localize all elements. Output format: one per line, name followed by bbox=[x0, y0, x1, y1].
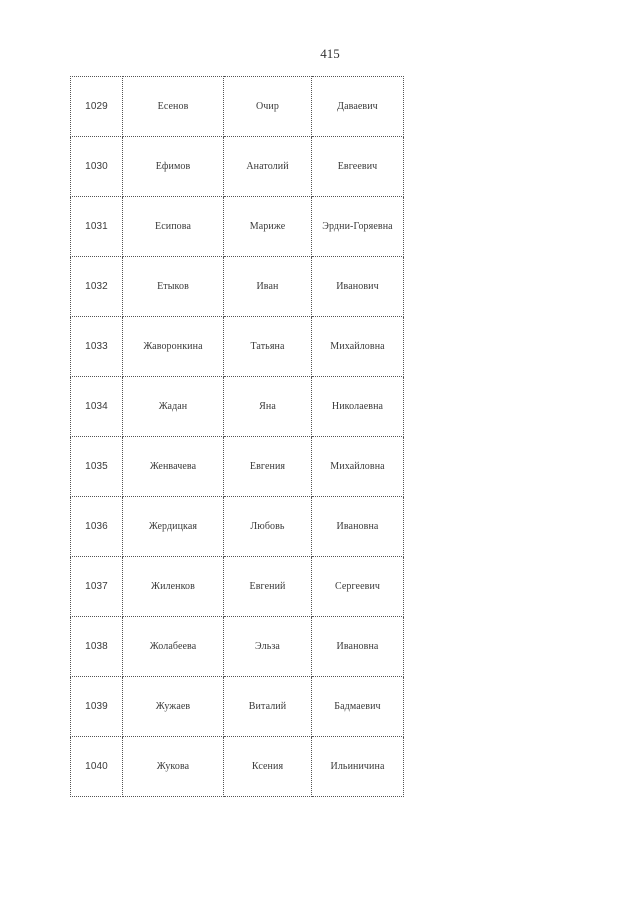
patronymic-cell: Сергеевич bbox=[312, 557, 404, 617]
row-number: 1031 bbox=[71, 197, 123, 257]
table-row bbox=[71, 257, 404, 317]
surname-cell: Жиленков bbox=[123, 557, 224, 617]
table-row bbox=[71, 677, 404, 737]
surname-cell: Женвачева bbox=[123, 437, 224, 497]
table-row bbox=[71, 77, 404, 137]
name-cell: Евгения bbox=[224, 437, 312, 497]
table-row bbox=[71, 197, 404, 257]
patronymic-cell: Евгеевич bbox=[312, 137, 404, 197]
row-number: 1040 bbox=[71, 737, 123, 797]
name-cell: Любовь bbox=[224, 497, 312, 557]
row-number: 1032 bbox=[71, 257, 123, 317]
patronymic-cell: Иванович bbox=[312, 257, 404, 317]
name-cell: Виталий bbox=[224, 677, 312, 737]
surname-cell: Етыков bbox=[123, 257, 224, 317]
surname-cell: Жужаев bbox=[123, 677, 224, 737]
table-row bbox=[71, 557, 404, 617]
name-cell: Евгений bbox=[224, 557, 312, 617]
name-cell: Анатолий bbox=[224, 137, 312, 197]
patronymic-cell: Даваевич bbox=[312, 77, 404, 137]
patronymic-cell: Михайловна bbox=[312, 437, 404, 497]
row-number: 1038 bbox=[71, 617, 123, 677]
row-number: 1030 bbox=[71, 137, 123, 197]
surname-cell: Есипова bbox=[123, 197, 224, 257]
patronymic-cell: Ивановна bbox=[312, 617, 404, 677]
table-row bbox=[71, 617, 404, 677]
row-number: 1035 bbox=[71, 437, 123, 497]
row-number: 1033 bbox=[71, 317, 123, 377]
table-row bbox=[71, 377, 404, 437]
surname-cell: Жаворонкина bbox=[123, 317, 224, 377]
patronymic-cell: Николаевна bbox=[312, 377, 404, 437]
name-cell: Яна bbox=[224, 377, 312, 437]
table-row bbox=[71, 137, 404, 197]
surname-cell: Жукова bbox=[123, 737, 224, 797]
table-row bbox=[71, 317, 404, 377]
registry-table bbox=[70, 76, 404, 797]
row-number: 1039 bbox=[71, 677, 123, 737]
row-number: 1029 bbox=[71, 77, 123, 137]
surname-cell: Жолабеева bbox=[123, 617, 224, 677]
surname-cell: Ефимов bbox=[123, 137, 224, 197]
patronymic-cell: Ивановна bbox=[312, 497, 404, 557]
page-number: 415 bbox=[320, 46, 340, 61]
surname-cell: Жадан bbox=[123, 377, 224, 437]
table-row bbox=[71, 737, 404, 797]
name-cell: Татьяна bbox=[224, 317, 312, 377]
row-number: 1036 bbox=[71, 497, 123, 557]
name-cell: Эльза bbox=[224, 617, 312, 677]
name-cell: Ксения bbox=[224, 737, 312, 797]
registry-table-body bbox=[71, 77, 404, 797]
table-row bbox=[71, 437, 404, 497]
patronymic-cell: Эрдни-Горяевна bbox=[312, 197, 404, 257]
name-cell: Мариже bbox=[224, 197, 312, 257]
name-cell: Иван bbox=[224, 257, 312, 317]
row-number: 1037 bbox=[71, 557, 123, 617]
patronymic-cell: Михайловна bbox=[312, 317, 404, 377]
surname-cell: Есенов bbox=[123, 77, 224, 137]
surname-cell: Жердицкая bbox=[123, 497, 224, 557]
row-number: 1034 bbox=[71, 377, 123, 437]
name-cell: Очир bbox=[224, 77, 312, 137]
table-row bbox=[71, 497, 404, 557]
patronymic-cell: Бадмаевич bbox=[312, 677, 404, 737]
patronymic-cell: Ильиничина bbox=[312, 737, 404, 797]
